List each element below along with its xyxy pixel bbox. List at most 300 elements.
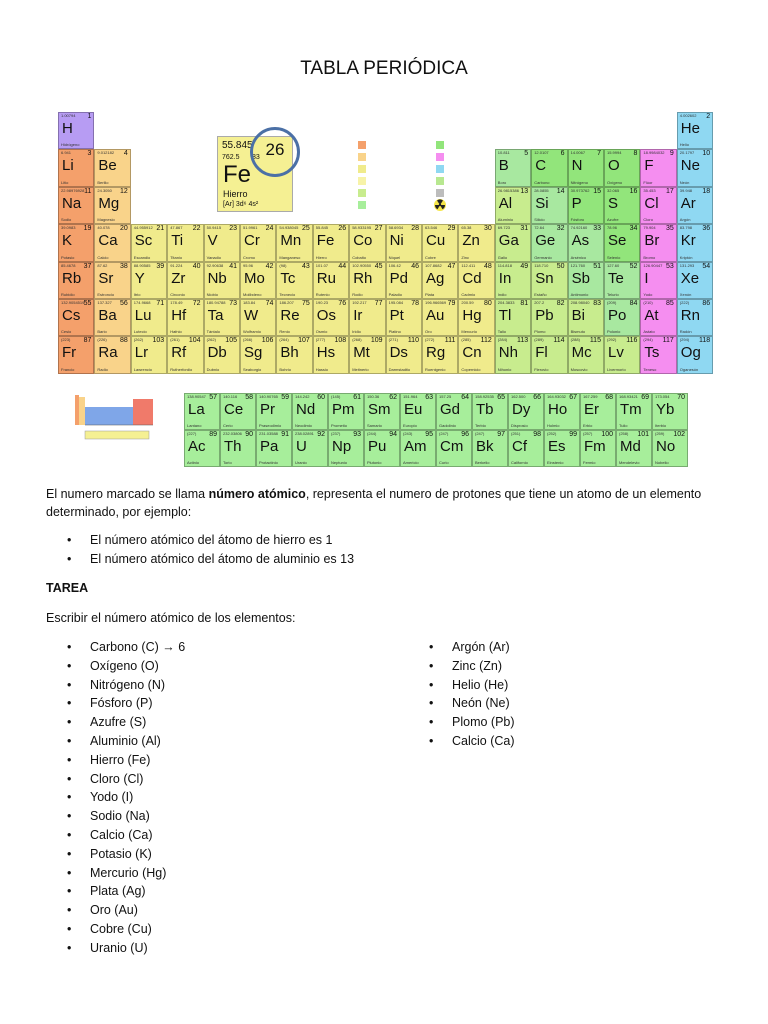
element-rh (349, 262, 385, 299)
element-name: Holmio (547, 423, 560, 428)
atomic-weight: 138.90547 (187, 394, 206, 399)
atomic-number: 55 (83, 300, 92, 307)
atomic-number: 118 (699, 337, 711, 345)
element-ho (544, 393, 580, 430)
symbol: Sn (535, 269, 554, 287)
atomic-number: 93 (353, 431, 361, 438)
atomic-number: 86 (702, 300, 711, 307)
atomic-weight: (284) (497, 337, 508, 343)
element-md (616, 430, 652, 467)
symbol: Pa (260, 438, 279, 455)
element-rn (677, 299, 713, 336)
atomic-number: 6 (560, 150, 565, 158)
element-name: Iterbio (655, 423, 667, 428)
element-name: Aluminio (497, 217, 514, 223)
atomic-weight: 40.078 (97, 225, 110, 231)
element-cd (458, 262, 494, 299)
list-item: • Sodio (Na) (46, 807, 185, 826)
element-name: Cloro (643, 217, 653, 223)
element-er (580, 393, 616, 430)
element-cr (240, 224, 276, 261)
element-name: Hidrógeno (61, 142, 80, 148)
element-name: Gadolinio (439, 423, 456, 428)
symbol: Pr (260, 401, 275, 418)
element-name: Selenio (607, 254, 621, 260)
symbol: Ho (548, 401, 568, 418)
page-title: TABLA PERIÓDICA (300, 58, 468, 79)
element-ra (94, 336, 130, 373)
atomic-weight: 32.065 (607, 187, 620, 193)
atomic-number: 60 (317, 394, 325, 401)
element-name: Calcio (97, 254, 109, 260)
atomic-weight: 50.9415 (206, 225, 222, 231)
symbol: O (608, 157, 620, 175)
element-ne (677, 149, 713, 186)
symbol: Ar (680, 194, 696, 212)
atomic-weight: 47.867 (170, 225, 183, 231)
atomic-weight: (252) (547, 431, 557, 436)
element-name: Francio (61, 366, 75, 372)
symbol: Nh (498, 344, 518, 362)
atomic-number: 8 (633, 150, 638, 158)
block-diagram (75, 393, 155, 443)
atomic-number: 2 (706, 113, 711, 120)
symbol: Md (620, 438, 641, 455)
symbol: Fe (316, 232, 335, 250)
atomic-number: 10 (702, 150, 711, 158)
atomic-weight: 112.411 (461, 262, 476, 268)
atomic-number: 22 (192, 225, 201, 233)
element-name: Carbono (534, 179, 550, 185)
atomic-number: 17 (665, 187, 674, 195)
atomic-weight: 207.2 (534, 300, 545, 305)
element-lv (604, 336, 640, 373)
symbol: Db (207, 344, 227, 362)
legend-square-noble (436, 165, 444, 173)
atomic-number: 54 (702, 262, 711, 270)
atomic-weight: 22.98976928 (61, 187, 85, 193)
symbol: Cs (62, 307, 81, 324)
atomic-weight: (264) (279, 337, 289, 343)
atomic-weight: (271) (388, 337, 398, 343)
atomic-weight: (294) (679, 337, 690, 343)
atomic-weight: 1.00794 (61, 113, 76, 118)
intro-bold-term: número atómico (208, 487, 306, 501)
symbol: Cm (440, 438, 464, 455)
element-se (604, 224, 640, 261)
symbol: Hf (171, 307, 187, 324)
symbol: Si (535, 194, 549, 212)
element-name: Mendelevio (619, 460, 640, 465)
atomic-weight: 208.98040 (570, 300, 590, 305)
symbol: S (608, 194, 619, 212)
atomic-number: 88 (119, 337, 128, 345)
atomic-number: 100 (601, 431, 613, 438)
list-item: • Neón (Ne) (408, 694, 515, 713)
element-name: Bario (97, 329, 107, 335)
element-name: Arsénico (570, 254, 587, 260)
element-name: Rutherfordio (170, 366, 193, 372)
element-k (58, 224, 94, 261)
element-sr (94, 262, 130, 299)
symbol: At (644, 307, 659, 324)
key-boiling-point: 83 (252, 154, 260, 161)
atomic-weight: 106.42 (388, 262, 401, 268)
symbol: Th (224, 438, 242, 455)
atomic-number: 74 (265, 300, 274, 307)
symbol: Mn (280, 232, 302, 250)
element-no (652, 430, 688, 467)
element-name: Bromo (643, 254, 656, 260)
element-rg (422, 336, 458, 373)
atomic-weight: 195.084 (388, 300, 404, 305)
element-ir (349, 299, 385, 336)
atomic-weight: 150.36 (367, 394, 380, 399)
atomic-number: 66 (533, 394, 541, 401)
element-name: Neón (679, 179, 690, 185)
key-atomic-weight: 55.845 (222, 140, 253, 151)
instruction-text: Escribir el número atómico de los elementos: (46, 611, 296, 625)
legend-square-halogen (436, 153, 444, 161)
key-name: Hierro (223, 189, 248, 199)
element-ge (531, 224, 567, 261)
atomic-number: 36 (702, 225, 711, 233)
list-item: • Oxígeno (O) (46, 657, 185, 676)
list-item: • Argón (Ar) (408, 638, 515, 657)
list-item: • Hierro (Fe) (46, 751, 185, 770)
element-i (640, 262, 676, 299)
symbol: Pu (368, 438, 387, 455)
symbol: C (535, 157, 547, 175)
element-name: Tántalo (206, 329, 220, 335)
element-name: Rubidio (61, 291, 75, 297)
element-sb (568, 262, 604, 299)
element-tc (276, 262, 312, 299)
atomic-number: 14 (556, 187, 565, 195)
list-item: • Mercurio (Hg) (46, 864, 185, 883)
atomic-weight: 173.054 (655, 394, 670, 399)
symbol: Ts (644, 344, 660, 362)
atomic-number: 103 (152, 337, 165, 345)
list-item: • Cobre (Cu) (46, 920, 185, 939)
symbol: Es (548, 438, 566, 455)
atomic-weight: 55.845 (315, 225, 329, 231)
atomic-number: 34 (629, 225, 638, 233)
atomic-weight: 44.955912 (133, 225, 153, 231)
element-name: Lantano (187, 423, 202, 428)
atomic-weight: 144.242 (295, 394, 310, 399)
element-hs (313, 336, 349, 373)
atomic-weight: 91.224 (170, 262, 183, 268)
symbol: Po (608, 307, 627, 324)
element-be (94, 149, 130, 186)
symbol: Lr (134, 344, 149, 362)
element-name: Protactinio (259, 460, 278, 465)
atomic-weight: 200.59 (461, 300, 474, 305)
element-cm (436, 430, 472, 467)
atomic-number: 52 (629, 262, 638, 270)
atomic-weight: 204.3833 (497, 300, 515, 305)
element-u (292, 430, 328, 467)
atomic-weight: 140.116 (223, 394, 238, 399)
element-hf (167, 299, 203, 336)
atomic-weight: (288) (570, 337, 580, 343)
atomic-weight: (262) (206, 337, 216, 343)
atomic-weight: 95.96 (243, 262, 254, 268)
atomic-number: 33 (593, 225, 601, 233)
element-ds (386, 336, 422, 373)
element-br (640, 224, 676, 261)
symbol: Tl (498, 307, 512, 324)
element-name: Torio (223, 460, 232, 465)
element-name: Polonio (607, 329, 621, 335)
atomic-weight: (243) (403, 431, 413, 436)
legend-square-lanthanide (358, 189, 366, 197)
atomic-number: 96 (461, 431, 469, 438)
atomic-number: 110 (407, 337, 419, 345)
atomic-weight: 24.3050 (97, 187, 112, 193)
symbol: Al (498, 194, 513, 212)
element-name: Nobelio (655, 460, 669, 465)
element-gd (436, 393, 472, 430)
element-tb (472, 393, 508, 430)
symbol: Xe (680, 269, 700, 287)
atomic-weight: 102.90550 (352, 262, 372, 268)
symbol: Ag (426, 269, 445, 287)
element-rf (167, 336, 203, 373)
atomic-number: 83 (593, 300, 601, 307)
symbol: Fm (584, 438, 606, 455)
element-hg (458, 299, 494, 336)
element-pu (364, 430, 400, 467)
symbol: Ta (207, 307, 224, 324)
element-xe (677, 262, 713, 299)
list-item: • Yodo (I) (46, 788, 185, 807)
symbol: P (571, 194, 582, 212)
element-name: Tecnecio (279, 291, 296, 297)
atomic-weight: 65.38 (461, 225, 472, 231)
symbol: Ti (171, 232, 184, 250)
atomic-weight: 58.933195 (352, 225, 372, 231)
symbol: Fr (62, 344, 77, 362)
atomic-weight: (247) (475, 431, 485, 436)
element-zn (458, 224, 494, 261)
element-name: Dubnio (206, 366, 220, 372)
element-ts (640, 336, 676, 373)
atomic-weight: (257) (583, 431, 593, 436)
element-eu (400, 393, 436, 430)
element-name: Potasio (61, 254, 75, 260)
element-name: Copernicio (461, 366, 481, 372)
element-tl (495, 299, 531, 336)
atomic-number: 13 (520, 187, 529, 195)
symbol: Mc (571, 344, 592, 362)
atomic-weight: 131.293 (679, 262, 695, 268)
atomic-number: 101 (637, 431, 649, 438)
element-name: Estaño (534, 291, 547, 297)
element-og (677, 336, 713, 373)
legend-square-alkaline (358, 153, 366, 161)
atomic-number: 21 (156, 225, 165, 233)
element-ac (184, 430, 220, 467)
symbol: Y (134, 269, 145, 287)
element-name: Bohrio (279, 366, 291, 372)
element-name: Fósforo (570, 217, 585, 223)
legend-square-nonmetal (436, 141, 444, 149)
symbol: Zr (171, 269, 186, 287)
atomic-weight: 151.964 (403, 394, 418, 399)
intro-paragraph (46, 485, 736, 521)
atomic-weight: 85.4678 (61, 262, 76, 268)
list-item: • Calcio (Ca) (408, 732, 515, 751)
atomic-number: 87 (83, 337, 92, 345)
symbol: Yb (656, 401, 675, 418)
atomic-weight: (98) (279, 262, 287, 268)
element-he (677, 112, 713, 149)
atomic-number: 59 (281, 394, 289, 401)
symbol: Ni (389, 232, 404, 250)
atomic-weight: 30.973762 (570, 187, 590, 193)
element-cl (640, 187, 676, 224)
atomic-weight: 121.760 (570, 262, 586, 268)
atomic-number: 50 (556, 262, 565, 270)
atomic-weight: 79.904 (643, 225, 656, 231)
element-name: Meitnerio (352, 366, 369, 372)
symbol: I (644, 269, 649, 287)
element-lr (131, 336, 167, 373)
atomic-number: 85 (665, 300, 674, 307)
symbol: Na (62, 194, 82, 212)
element-h (58, 112, 94, 149)
atomic-weight: (268) (352, 337, 362, 343)
atomic-weight: (251) (511, 431, 521, 436)
element-ti (167, 224, 203, 261)
element-ga (495, 224, 531, 261)
element-name: Hafnio (170, 329, 182, 335)
atomic-number: 48 (483, 262, 492, 270)
atomic-number: 78 (411, 300, 419, 307)
element-name: Xenón (679, 291, 692, 297)
element-f (640, 149, 676, 186)
atomic-number: 105 (225, 337, 237, 345)
element-name: Cerio (223, 423, 233, 428)
atomic-number: 79 (447, 300, 456, 307)
atomic-number: 62 (389, 394, 397, 401)
symbol: Sm (368, 401, 391, 418)
element-name: Paladio (388, 291, 402, 297)
atomic-number: 75 (301, 300, 310, 307)
atomic-weight: 192.217 (352, 300, 367, 305)
atomic-weight: (261) (170, 337, 180, 343)
atomic-weight: 180.94788 (206, 300, 226, 305)
list-item: • Potasio (K) (46, 845, 185, 864)
atomic-number: 37 (83, 262, 92, 270)
element-name: Berilio (97, 179, 109, 185)
element-name: Litio (61, 179, 69, 185)
element-name: Radio (97, 366, 108, 372)
atomic-number: 28 (411, 225, 419, 233)
atomic-number: 71 (156, 300, 165, 307)
atomic-weight: 132.9054519 (61, 300, 85, 305)
atomic-number: 49 (520, 262, 529, 270)
element-nb (204, 262, 240, 299)
atomic-number: 9 (669, 150, 674, 158)
symbol: Am (404, 438, 427, 455)
atomic-weight: 9.012182 (97, 150, 115, 156)
atomic-weight: (289) (534, 337, 544, 343)
element-w (240, 299, 276, 336)
atomic-number: 70 (677, 394, 685, 401)
element-name: Radón (679, 329, 692, 335)
list-item: • Nitrógeno (N) (46, 676, 185, 695)
symbol: Bk (476, 438, 494, 455)
element-sc (131, 224, 167, 261)
symbol: Ru (316, 269, 336, 287)
atomic-weight: 190.23 (315, 300, 329, 305)
atomic-number: 16 (629, 187, 638, 195)
symbol: W (244, 307, 259, 324)
atomic-number: 46 (411, 262, 419, 270)
element-ca (94, 224, 130, 261)
element-name: Neodimio (295, 423, 312, 428)
atomic-number: 109 (370, 337, 383, 345)
atomic-weight: 162.500 (511, 394, 526, 399)
element-name: Lutecio (133, 329, 147, 335)
symbol: Rh (353, 269, 373, 287)
element-co (349, 224, 385, 261)
atomic-number: 65 (497, 394, 505, 401)
element-name: Plata (425, 291, 435, 297)
symbol: Re (280, 307, 300, 324)
element-cs (58, 299, 94, 336)
atomic-weight: 174.9668 (133, 300, 151, 305)
element-name: Neptunio (331, 460, 348, 465)
element-pm (328, 393, 364, 430)
atomic-number: 113 (517, 337, 529, 345)
atomic-weight: (237) (331, 431, 341, 436)
atomic-weight: (209) (607, 300, 617, 305)
atomic-number: 43 (301, 262, 310, 270)
atomic-weight: 78.96 (607, 225, 618, 231)
atomic-weight: 127.60 (607, 262, 620, 268)
element-n (568, 149, 604, 186)
section-heading-tarea: TAREA (46, 581, 89, 595)
symbol: Rg (426, 344, 446, 362)
element-name: Nihonio (497, 366, 512, 372)
atomic-weight: (223) (61, 337, 71, 343)
atomic-number: 90 (245, 431, 253, 438)
atomic-number: 69 (641, 394, 649, 401)
atomic-number: 51 (593, 262, 601, 270)
element-sn (531, 262, 567, 299)
radioactive-icon (434, 199, 446, 211)
symbol: Tb (476, 401, 494, 418)
symbol: Li (62, 157, 74, 175)
symbol: Rf (171, 344, 187, 362)
atomic-weight: (145) (331, 394, 341, 399)
element-name: Bismuto (570, 329, 586, 335)
symbol: H (62, 120, 73, 137)
list-item: • Aluminio (Al) (46, 732, 185, 751)
element-db (204, 336, 240, 373)
atomic-number: 76 (338, 300, 347, 307)
atomic-weight: 186.207 (279, 300, 294, 305)
symbol: As (571, 232, 590, 250)
element-name: Indio (497, 291, 507, 297)
atomic-weight: 114.818 (497, 262, 512, 268)
symbol: Ac (188, 438, 206, 455)
atomic-weight: 14.0067 (570, 150, 586, 156)
